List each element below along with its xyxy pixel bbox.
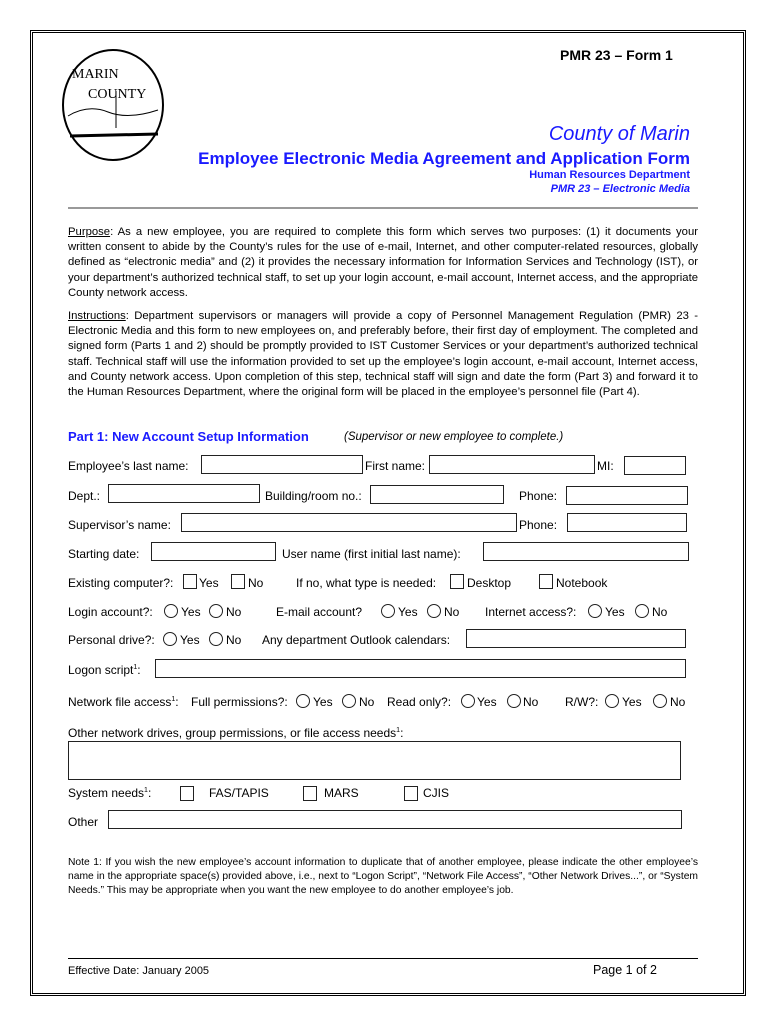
yes-label: Yes — [622, 695, 642, 709]
no-label: No — [670, 695, 686, 709]
login-label: Login account?: — [68, 605, 153, 619]
username-label: User name (first initial last name): — [282, 547, 461, 561]
last-name-label: Employee’s last name: — [68, 459, 189, 473]
svg-text:COUNTY: COUNTY — [88, 87, 147, 102]
policy-name: PMR 23 – Electronic Media — [550, 183, 690, 195]
part1-subtitle: (Supervisor or new employee to complete.) — [344, 431, 564, 443]
org-name: County of Marin — [548, 123, 690, 145]
full-no-radio[interactable] — [342, 694, 356, 708]
personal-drive-label: Personal drive?: — [68, 633, 155, 647]
no-label: No — [359, 695, 375, 709]
email-label: E-mail account? — [276, 605, 363, 619]
system-needs-label: System needs$^1$: — [68, 786, 152, 800]
logon-script-input[interactable] — [155, 659, 686, 678]
no-label: No — [523, 695, 539, 709]
login-no-radio[interactable] — [209, 604, 223, 618]
read-only-label: Read only?: — [387, 695, 452, 709]
phone-input[interactable] — [566, 486, 688, 505]
type-needed-label: If no, what type is needed: — [296, 576, 437, 590]
effective-date: Effective Date: January 2005 — [68, 965, 210, 977]
mars-label: MARS — [324, 786, 359, 800]
first-name-input[interactable] — [429, 455, 595, 474]
mi-label: MI: — [597, 459, 614, 473]
footer-divider — [68, 958, 698, 959]
building-label: Building/room no.: — [265, 489, 362, 503]
fas-tapis-label: FAS/TAPIS — [209, 786, 269, 800]
desktop-label: Desktop — [467, 576, 512, 590]
supervisor-phone-input[interactable] — [567, 513, 687, 532]
username-input[interactable] — [483, 542, 689, 561]
internet-no-radio[interactable] — [635, 604, 649, 618]
no-label: No — [226, 605, 242, 619]
note-1: Note 1: If you wish the new employee’s account information to duplicate that of another employee, please indicate the other employee’s name in the appropriate space(s) provided above, i.e., next to “Logon Script”, “Network File Access”, “Other Network Drives...”, or “System Needs.” This may be appropriate when you want the new employee to do another employee’s job. — [68, 857, 698, 896]
existing-no-checkbox[interactable] — [231, 574, 245, 589]
read-no-radio[interactable] — [507, 694, 521, 708]
login-yes-radio[interactable] — [164, 604, 178, 618]
network-file-access-label: Network file access$^1$: — [68, 695, 179, 709]
first-name-label: First name: — [365, 459, 426, 473]
svg-text:MARIN: MARIN — [72, 67, 119, 82]
last-name-input[interactable] — [201, 455, 363, 474]
yes-label: Yes — [398, 605, 418, 619]
instructions-label: Instructions — [68, 310, 126, 322]
full-yes-radio[interactable] — [296, 694, 310, 708]
yes-label: Yes — [180, 633, 200, 647]
supervisor-phone-label: Phone: — [519, 518, 558, 532]
start-date-input[interactable] — [151, 542, 276, 561]
rw-yes-radio[interactable] — [605, 694, 619, 708]
dept-label: Dept.: — [68, 489, 101, 503]
supervisor-input[interactable] — [181, 513, 517, 532]
county-seal-logo — [58, 46, 168, 164]
purpose-text: : As a new employee, you are required to complete this form which serves two purposes: (1) it documents your written consent to abide by the County’s rules for the use of e-mail, Internet, and other computer-related resources, globally defined as “electronic media” and (2) it provides the necessary information for Information Services and Technology (IST), or your department’s authorized technical staff, to set up your login account, e-mail account, Internet access, and the appropriate County network access. — [68, 226, 698, 299]
yes-label: Yes — [199, 576, 219, 590]
no-label: No — [248, 576, 264, 590]
start-date-label: Starting date: — [68, 547, 140, 561]
desktop-checkbox[interactable] — [450, 574, 464, 589]
outlook-label: Any department Outlook calendars: — [262, 633, 451, 647]
form-id: PMR 23 – Form 1 — [560, 47, 673, 63]
instructions-paragraph — [68, 309, 698, 400]
other-label: Other — [68, 815, 99, 829]
purpose-paragraph — [68, 225, 698, 301]
notebook-checkbox[interactable] — [539, 574, 553, 589]
no-label: No — [226, 633, 242, 647]
email-yes-radio[interactable] — [381, 604, 395, 618]
notebook-label: Notebook — [556, 576, 608, 590]
existing-computer-label: Existing computer?: — [68, 576, 174, 590]
full-permissions-label: Full permissions?: — [191, 695, 288, 709]
other-drives-label: Other network drives, group permissions, or file access needs$^1$: — [68, 726, 404, 740]
internet-yes-radio[interactable] — [588, 604, 602, 618]
supervisor-label: Supervisor’s name: — [68, 518, 171, 532]
dept-input[interactable] — [108, 484, 260, 503]
yes-label: Yes — [477, 695, 497, 709]
rw-label: R/W?: — [565, 695, 599, 709]
fas-tapis-checkbox[interactable] — [180, 786, 194, 801]
outlook-input[interactable] — [466, 629, 686, 648]
other-drives-textarea[interactable] — [68, 741, 681, 780]
cjis-checkbox[interactable] — [404, 786, 418, 801]
mars-checkbox[interactable] — [303, 786, 317, 801]
phone-label: Phone: — [519, 489, 558, 503]
form-title: Employee Electronic Media Agreement and Application Form — [198, 149, 690, 168]
purpose-label: Purpose — [68, 226, 111, 238]
read-yes-radio[interactable] — [461, 694, 475, 708]
instructions-text: : Department supervisors or managers will provide a copy of Personnel Management Regulation (PMR) 23 - Electronic Media and this form to new employees on, and preferably before, their first day of employment. The completed and signed form (Parts 1 and 2) should be promptly provided to IST Customer Services or your department’s authorized technical staff. Technical staff will use the information provided to set up the employee’s login account, e-mail account, Internet access, and County network access. Upon completion of this step, technical staff will sign and date the form (Part 3) and forward it to the Human Resources Department, where the original form will be placed in the employee’s personnel file (Part 4). — [68, 310, 698, 399]
existing-yes-checkbox[interactable] — [183, 574, 197, 589]
page-number: Page 1 of 2 — [593, 963, 657, 977]
rw-no-radio[interactable] — [653, 694, 667, 708]
yes-label: Yes — [605, 605, 625, 619]
email-no-radio[interactable] — [427, 604, 441, 618]
department: Human Resources Department — [529, 169, 690, 181]
no-label: No — [444, 605, 460, 619]
logon-script-label: Logon script$^1$: — [68, 663, 141, 677]
yes-label: Yes — [313, 695, 333, 709]
cjis-label: CJIS — [423, 786, 450, 800]
other-input[interactable] — [108, 810, 682, 829]
personal-no-radio[interactable] — [209, 632, 223, 646]
part1-title: Part 1: New Account Setup Information — [68, 429, 309, 444]
internet-label: Internet access?: — [485, 605, 577, 619]
building-input[interactable] — [370, 485, 504, 504]
personal-yes-radio[interactable] — [163, 632, 177, 646]
divider — [68, 207, 698, 209]
yes-label: Yes — [181, 605, 201, 619]
no-label: No — [652, 605, 668, 619]
mi-input[interactable] — [624, 456, 686, 475]
